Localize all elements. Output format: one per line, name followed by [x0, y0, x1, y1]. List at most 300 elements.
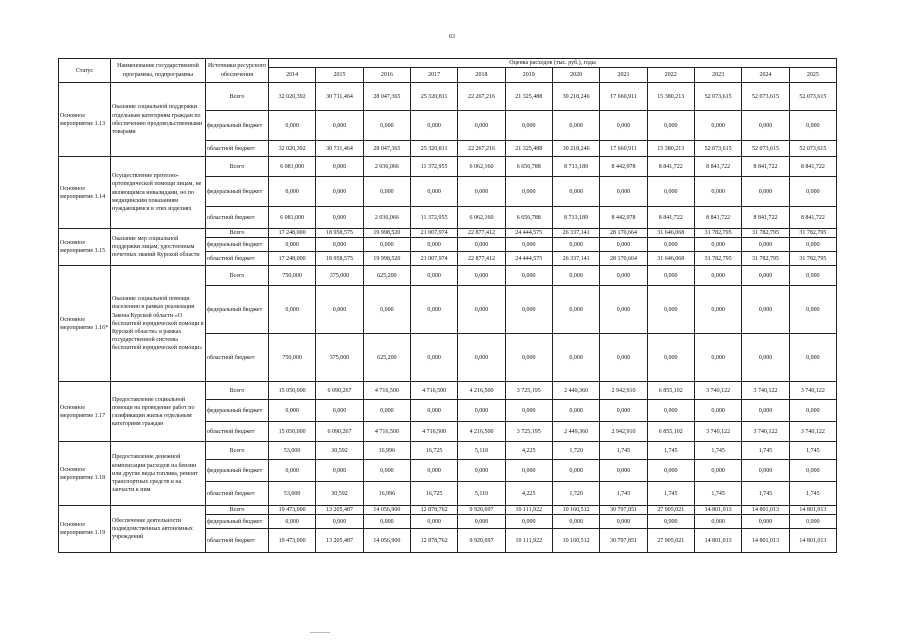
value-cell: 0,000	[316, 286, 363, 334]
year-header: 2018	[458, 68, 505, 83]
value-cell: 6 090,267	[316, 382, 363, 400]
value-cell: 3 740,122	[694, 382, 741, 400]
source-cell: областной бюджет	[206, 334, 269, 382]
value-cell: 1,745	[742, 482, 789, 506]
value-cell: 14 056,900	[363, 529, 410, 553]
value-cell: 0,000	[789, 238, 836, 252]
value-cell: 31 782,795	[694, 252, 741, 266]
value-cell: 19 473,000	[269, 506, 316, 515]
value-cell: 0,000	[552, 400, 599, 422]
value-cell: 0,000	[458, 286, 505, 334]
source-cell: областной бюджет	[206, 422, 269, 442]
value-cell: 0,000	[505, 266, 552, 286]
source-cell: Всего	[206, 83, 269, 111]
value-cell: 0,000	[363, 238, 410, 252]
value-cell: 0,000	[505, 286, 552, 334]
value-cell: 15 380,213	[647, 83, 694, 111]
value-cell: 0,000	[742, 266, 789, 286]
value-cell: 0,000	[600, 286, 647, 334]
value-cell: 53,000	[269, 482, 316, 506]
value-cell: 0,000	[694, 515, 741, 529]
value-cell: 10 111,922	[505, 506, 552, 515]
year-header: 2014	[269, 68, 316, 83]
source-cell: областной бюджет	[206, 207, 269, 229]
value-cell: 30 797,851	[600, 506, 647, 515]
value-cell: 2 449,360	[552, 382, 599, 400]
value-cell: 16,996	[363, 442, 410, 460]
value-cell: 12 878,762	[410, 529, 457, 553]
value-cell: 1,745	[600, 442, 647, 460]
value-cell: 0,000	[410, 177, 457, 207]
value-cell: 17 660,911	[600, 141, 647, 157]
value-cell: 14 801,013	[789, 529, 836, 553]
header-program: Наименование государственной программы, подпрограммы	[111, 59, 206, 83]
value-cell: 31 646,068	[647, 252, 694, 266]
value-cell: 6 081,000	[269, 157, 316, 177]
value-cell: 1,745	[647, 482, 694, 506]
value-cell: 19 473,000	[269, 529, 316, 553]
value-cell: 31 782,795	[694, 229, 741, 238]
value-cell: 31 782,795	[789, 252, 836, 266]
value-cell: 24 444,575	[505, 252, 552, 266]
value-cell: 0,000	[789, 266, 836, 286]
value-cell: 31 782,795	[789, 229, 836, 238]
value-cell: 0,000	[742, 515, 789, 529]
value-cell: 8 841,722	[694, 157, 741, 177]
value-cell: 0,000	[458, 460, 505, 482]
source-cell: Всего	[206, 266, 269, 286]
value-cell: 0,000	[410, 111, 457, 141]
year-header: 2020	[552, 68, 599, 83]
value-cell: 8 841,722	[694, 207, 741, 229]
value-cell: 25 320,811	[410, 141, 457, 157]
value-cell: 2 036,066	[363, 157, 410, 177]
value-cell: 0,000	[647, 515, 694, 529]
value-cell: 0,000	[694, 460, 741, 482]
value-cell: 0,000	[410, 515, 457, 529]
value-cell: 0,000	[410, 266, 457, 286]
value-cell: 0,000	[789, 515, 836, 529]
value-cell: 0,000	[505, 400, 552, 422]
value-cell: 28 170,664	[600, 229, 647, 238]
value-cell: 22 877,412	[458, 229, 505, 238]
value-cell: 53,000	[269, 442, 316, 460]
source-cell: Всего	[206, 229, 269, 238]
value-cell: 30 797,851	[600, 529, 647, 553]
value-cell: 3 740,122	[742, 422, 789, 442]
value-cell: 52 073,615	[694, 141, 741, 157]
page-edge-mark	[310, 632, 330, 633]
year-header: 2024	[742, 68, 789, 83]
value-cell: 13 205,487	[316, 529, 363, 553]
expenditure-table	[58, 58, 837, 553]
value-cell: 8 442,978	[600, 157, 647, 177]
header-status: Статус	[59, 59, 111, 83]
value-cell: 4 216,500	[458, 422, 505, 442]
value-cell: 11 372,955	[410, 157, 457, 177]
value-cell: 0,000	[789, 177, 836, 207]
status-cell: Основное мероприятие 1.15	[59, 229, 111, 266]
value-cell: 32 020,392	[269, 141, 316, 157]
value-cell: 6 855,102	[647, 422, 694, 442]
value-cell: 4 716,500	[363, 422, 410, 442]
value-cell: 14 801,013	[789, 506, 836, 515]
value-cell: 8 442,978	[600, 207, 647, 229]
value-cell: 52 073,615	[789, 141, 836, 157]
value-cell: 4 716,500	[410, 422, 457, 442]
value-cell: 0,000	[694, 266, 741, 286]
value-cell: 0,000	[316, 460, 363, 482]
table-row	[59, 83, 837, 111]
value-cell: 375,000	[316, 266, 363, 286]
value-cell: 0,000	[505, 334, 552, 382]
source-cell: областной бюджет	[206, 529, 269, 553]
value-cell: 625,200	[363, 266, 410, 286]
value-cell: 0,000	[600, 334, 647, 382]
value-cell: 22 877,412	[458, 252, 505, 266]
year-header: 2023	[694, 68, 741, 83]
value-cell: 0,000	[742, 286, 789, 334]
value-cell: 8 841,722	[647, 157, 694, 177]
value-cell: 1,720	[552, 482, 599, 506]
value-cell: 6 656,788	[505, 207, 552, 229]
value-cell: 8 841,722	[742, 207, 789, 229]
source-cell: Всего	[206, 382, 269, 400]
value-cell: 0,000	[742, 177, 789, 207]
value-cell: 8 841,722	[742, 157, 789, 177]
value-cell: 1,745	[789, 482, 836, 506]
table-body	[59, 83, 837, 553]
value-cell: 0,000	[316, 400, 363, 422]
value-cell: 0,000	[552, 177, 599, 207]
program-name-cell: Оказание мер социальной поддержки лицам, удостоенным почетных званий Курской области	[111, 229, 206, 266]
value-cell: 17 248,000	[269, 252, 316, 266]
value-cell: 2 449,360	[552, 422, 599, 442]
source-cell: федеральный бюджет	[206, 460, 269, 482]
source-cell: Всего	[206, 157, 269, 177]
value-cell: 26 337,141	[552, 252, 599, 266]
value-cell: 10 160,512	[552, 506, 599, 515]
value-cell: 0,000	[647, 334, 694, 382]
value-cell: 32 020,392	[269, 83, 316, 111]
value-cell: 26 337,141	[552, 229, 599, 238]
value-cell: 0,000	[269, 460, 316, 482]
value-cell: 13 205,487	[316, 506, 363, 515]
value-cell: 0,000	[410, 334, 457, 382]
value-cell: 0,000	[269, 515, 316, 529]
value-cell: 3 740,122	[694, 422, 741, 442]
value-cell: 11 372,955	[410, 207, 457, 229]
value-cell: 3 740,122	[789, 422, 836, 442]
value-cell: 21 325,488	[505, 83, 552, 111]
value-cell: 1,745	[742, 442, 789, 460]
value-cell: 21 007,974	[410, 229, 457, 238]
value-cell: 28 170,664	[600, 252, 647, 266]
value-cell: 0,000	[316, 111, 363, 141]
source-cell: федеральный бюджет	[206, 286, 269, 334]
value-cell: 52 073,615	[694, 83, 741, 111]
table-row	[59, 442, 837, 460]
value-cell: 52 073,615	[742, 83, 789, 111]
value-cell: 8 841,722	[789, 157, 836, 177]
value-cell: 12 878,762	[410, 506, 457, 515]
value-cell: 0,000	[552, 334, 599, 382]
value-cell: 0,000	[505, 460, 552, 482]
table-row	[59, 266, 837, 286]
value-cell: 0,000	[316, 177, 363, 207]
value-cell: 19 998,520	[363, 229, 410, 238]
value-cell: 30 218,246	[552, 141, 599, 157]
value-cell: 14 801,013	[694, 529, 741, 553]
value-cell: 0,000	[269, 177, 316, 207]
value-cell: 27 905,021	[647, 529, 694, 553]
value-cell: 18 958,575	[316, 252, 363, 266]
year-header: 2019	[505, 68, 552, 83]
table-row	[59, 229, 837, 238]
value-cell: 14 801,013	[742, 529, 789, 553]
value-cell: 4 716,500	[363, 382, 410, 400]
value-cell: 4,225	[505, 442, 552, 460]
value-cell: 17 660,911	[600, 83, 647, 111]
value-cell: 10 160,512	[552, 529, 599, 553]
status-cell: Основное мероприятие 1.18	[59, 442, 111, 506]
value-cell: 0,000	[458, 266, 505, 286]
value-cell: 14 801,013	[694, 506, 741, 515]
header-source: Источники ресурсного обеспечения	[206, 59, 269, 83]
value-cell: 750,000	[269, 266, 316, 286]
value-cell: 0,000	[316, 207, 363, 229]
value-cell: 0,000	[458, 177, 505, 207]
value-cell: 2 942,910	[600, 422, 647, 442]
value-cell: 0,000	[789, 460, 836, 482]
program-name-cell: Предоставление социальной помощи на проведение работ по газификации жилья отдельным категориям граждан	[111, 382, 206, 442]
value-cell: 0,000	[269, 111, 316, 141]
program-name-cell: Предоставление денежной компенсации расходов на бензин или другие виды топлива, ремонт транспортных средств и на запчасти к ним	[111, 442, 206, 506]
value-cell: 16,996	[363, 482, 410, 506]
value-cell: 9 920,697	[458, 506, 505, 515]
value-cell: 375,000	[316, 334, 363, 382]
value-cell: 16,725	[410, 482, 457, 506]
value-cell: 8 841,722	[647, 207, 694, 229]
value-cell: 22 267,216	[458, 83, 505, 111]
value-cell: 625,200	[363, 334, 410, 382]
value-cell: 21 325,488	[505, 141, 552, 157]
value-cell: 6 062,160	[458, 157, 505, 177]
value-cell: 28 047,365	[363, 141, 410, 157]
value-cell: 3 725,195	[505, 422, 552, 442]
value-cell: 16,725	[410, 442, 457, 460]
value-cell: 3 725,195	[505, 382, 552, 400]
value-cell: 0,000	[458, 238, 505, 252]
value-cell: 0,000	[410, 286, 457, 334]
value-cell: 0,000	[552, 515, 599, 529]
value-cell: 0,000	[458, 515, 505, 529]
value-cell: 31 782,795	[742, 229, 789, 238]
value-cell: 6 081,000	[269, 207, 316, 229]
value-cell: 0,000	[742, 334, 789, 382]
value-cell: 0,000	[647, 111, 694, 141]
value-cell: 6 855,102	[647, 382, 694, 400]
value-cell: 0,000	[694, 334, 741, 382]
source-cell: федеральный бюджет	[206, 238, 269, 252]
value-cell: 0,000	[410, 460, 457, 482]
value-cell: 0,000	[694, 286, 741, 334]
value-cell: 19 998,520	[363, 252, 410, 266]
value-cell: 6 062,160	[458, 207, 505, 229]
value-cell: 1,745	[694, 442, 741, 460]
value-cell: 22 267,216	[458, 141, 505, 157]
program-name-cell: Оказание социальной поддержки отдельным категориям граждан по обеспечению продовольственными товарами	[111, 83, 206, 157]
value-cell: 0,000	[694, 177, 741, 207]
value-cell: 10 111,922	[505, 529, 552, 553]
status-cell: Основное мероприятие 1.13	[59, 83, 111, 157]
value-cell: 0,000	[552, 286, 599, 334]
value-cell: 0,000	[363, 460, 410, 482]
source-cell: областной бюджет	[206, 141, 269, 157]
value-cell: 0,000	[269, 238, 316, 252]
program-name-cell: Обеспечение деятельности подведомственных автономных учреждений	[111, 506, 206, 553]
header-estimate: Оценка расходов (тыс. руб.), годы	[269, 59, 837, 68]
value-cell: 0,000	[458, 400, 505, 422]
program-name-cell: Осуществление протезно-ортопедической помощи лицам, не являющимся инвалидами, но по медицинским показаниям нуждающимся в этих изделиях	[111, 157, 206, 229]
source-cell: областной бюджет	[206, 252, 269, 266]
value-cell: 0,000	[600, 400, 647, 422]
source-cell: федеральный бюджет	[206, 515, 269, 529]
status-cell: Основное мероприятие 1.19	[59, 506, 111, 553]
source-cell: федеральный бюджет	[206, 111, 269, 141]
value-cell: 6 090,267	[316, 422, 363, 442]
value-cell: 0,000	[410, 238, 457, 252]
value-cell: 0,000	[694, 400, 741, 422]
value-cell: 8 713,189	[552, 157, 599, 177]
value-cell: 31 646,068	[647, 229, 694, 238]
value-cell: 0,000	[789, 111, 836, 141]
value-cell: 0,000	[742, 400, 789, 422]
value-cell: 0,000	[742, 460, 789, 482]
value-cell: 15 050,000	[269, 382, 316, 400]
value-cell: 0,000	[458, 334, 505, 382]
value-cell: 14 801,013	[742, 506, 789, 515]
value-cell: 0,000	[316, 157, 363, 177]
value-cell: 0,000	[505, 111, 552, 141]
value-cell: 52 073,615	[789, 83, 836, 111]
value-cell: 3 740,122	[742, 382, 789, 400]
value-cell: 2 942,910	[600, 382, 647, 400]
value-cell: 3 740,122	[789, 382, 836, 400]
value-cell: 8 841,722	[789, 207, 836, 229]
year-header: 2022	[647, 68, 694, 83]
value-cell: 30 218,246	[552, 83, 599, 111]
value-cell: 0,000	[694, 238, 741, 252]
value-cell: 5,110	[458, 482, 505, 506]
value-cell: 0,000	[505, 177, 552, 207]
value-cell: 0,000	[363, 515, 410, 529]
source-cell: областной бюджет	[206, 482, 269, 506]
value-cell: 4 216,500	[458, 382, 505, 400]
year-header: 2016	[363, 68, 410, 83]
value-cell: 0,000	[647, 460, 694, 482]
value-cell: 0,000	[789, 400, 836, 422]
value-cell: 0,000	[742, 111, 789, 141]
value-cell: 0,000	[600, 460, 647, 482]
value-cell: 0,000	[789, 286, 836, 334]
year-header: 2021	[600, 68, 647, 83]
value-cell: 0,000	[694, 111, 741, 141]
value-cell: 0,000	[600, 266, 647, 286]
value-cell: 1,745	[600, 482, 647, 506]
value-cell: 9 920,697	[458, 529, 505, 553]
value-cell: 0,000	[647, 400, 694, 422]
page-number: 63	[449, 34, 455, 40]
value-cell: 17 248,000	[269, 229, 316, 238]
value-cell: 1,745	[647, 442, 694, 460]
value-cell: 0,000	[269, 400, 316, 422]
value-cell: 0,000	[505, 238, 552, 252]
value-cell: 15 050,000	[269, 422, 316, 442]
value-cell: 0,000	[316, 238, 363, 252]
year-header: 2015	[316, 68, 363, 83]
value-cell: 30,592	[316, 482, 363, 506]
value-cell: 30,592	[316, 442, 363, 460]
value-cell: 6 656,788	[505, 157, 552, 177]
value-cell: 0,000	[410, 400, 457, 422]
table-row	[59, 506, 837, 515]
value-cell: 1,745	[789, 442, 836, 460]
value-cell: 28 047,365	[363, 83, 410, 111]
value-cell: 750,000	[269, 334, 316, 382]
source-cell: федеральный бюджет	[206, 400, 269, 422]
value-cell: 0,000	[363, 400, 410, 422]
value-cell: 18 958,575	[316, 229, 363, 238]
value-cell: 0,000	[789, 334, 836, 382]
value-cell: 27 905,021	[647, 506, 694, 515]
value-cell: 52 073,615	[742, 141, 789, 157]
value-cell: 0,000	[647, 177, 694, 207]
status-cell: Основное мероприятие 1.16*	[59, 266, 111, 382]
value-cell: 0,000	[600, 111, 647, 141]
value-cell: 30 711,464	[316, 141, 363, 157]
value-cell: 0,000	[316, 515, 363, 529]
value-cell: 0,000	[600, 177, 647, 207]
value-cell: 0,000	[647, 238, 694, 252]
value-cell: 0,000	[552, 238, 599, 252]
table-row	[59, 157, 837, 177]
value-cell: 15 380,213	[647, 141, 694, 157]
value-cell: 0,000	[552, 266, 599, 286]
source-cell: федеральный бюджет	[206, 177, 269, 207]
value-cell: 2 036,066	[363, 207, 410, 229]
status-cell: Основное мероприятие 1.17	[59, 382, 111, 442]
value-cell: 0,000	[458, 111, 505, 141]
source-cell: Всего	[206, 442, 269, 460]
value-cell: 0,000	[363, 177, 410, 207]
value-cell: 0,000	[742, 238, 789, 252]
value-cell: 8 713,189	[552, 207, 599, 229]
value-cell: 14 056,900	[363, 506, 410, 515]
value-cell: 31 782,795	[742, 252, 789, 266]
value-cell: 4,225	[505, 482, 552, 506]
value-cell: 24 444,575	[505, 229, 552, 238]
program-name-cell: Оказание социальной помощи населению в рамках реализации Закона Курской области «О бесплатной юридической помощи в Курской области» в рамках государственной системы бесплатной юридической помощи»	[111, 266, 206, 382]
value-cell: 0,000	[647, 266, 694, 286]
value-cell: 30 711,464	[316, 83, 363, 111]
value-cell: 0,000	[363, 111, 410, 141]
value-cell: 1,745	[694, 482, 741, 506]
value-cell: 4 716,500	[410, 382, 457, 400]
year-header: 2025	[789, 68, 836, 83]
value-cell: 0,000	[269, 286, 316, 334]
source-cell: Всего	[206, 506, 269, 515]
